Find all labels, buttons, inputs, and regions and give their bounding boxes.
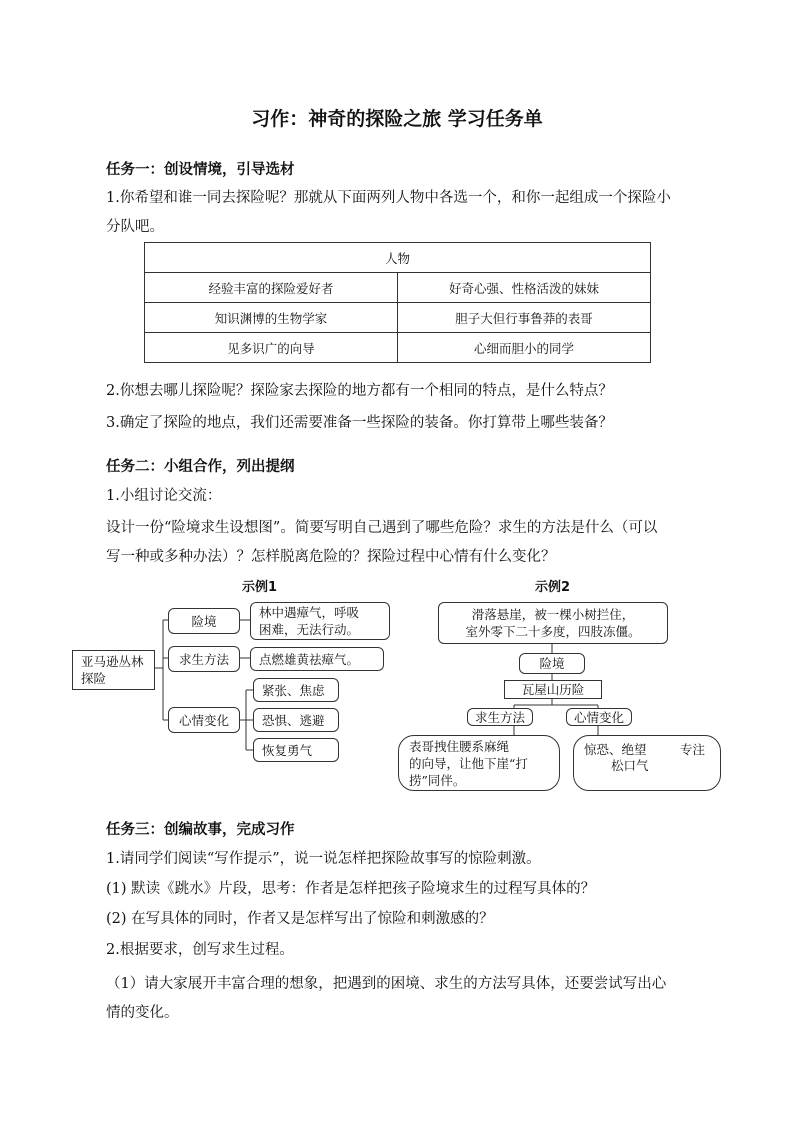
task1-question1-line1: 1.你希望和谁一同去探险呢？那就从下面两列人物中各选一个，和你一起组成一个探险小 <box>106 190 671 206</box>
example1-caption: 示例1 <box>242 580 278 595</box>
task1-question1-line2: 分队吧。 <box>106 219 164 235</box>
example1-method-node: 求生方法 <box>168 646 240 672</box>
task3-item1: 1.请同学们阅读“写作提示”，说一说怎样把探险故事写的惊险刺激。 <box>106 851 541 867</box>
task1-question3: 3.确定了探险的地点，我们还需要准备一些探险的装备。你打算带上哪些装备？ <box>106 415 613 431</box>
example1-danger-node: 险境 <box>168 608 240 634</box>
task3-sub2: (2) 在写具体的同时，作者又是怎样写出了惊险和刺激感的？ <box>106 911 494 927</box>
table-cell: 好奇心强、性格活泼的妹妹 <box>398 273 651 303</box>
table-cell: 经验丰富的探险爱好者 <box>145 273 398 303</box>
example1-danger-detail: 林中遇瘴气，呼吸 困难，无法行动。 <box>250 602 390 640</box>
example2-mood-detail-c: 松口气 <box>611 758 649 773</box>
example2-mood-detail-a: 惊恐、绝望 <box>584 742 647 757</box>
task2-heading: 任务二：小组合作，列出提纲 <box>106 459 295 475</box>
example1-method-detail: 点燃雄黄祛瘴气。 <box>250 647 384 671</box>
table-cell: 心细而胆小的同学 <box>398 333 651 363</box>
task1-question2: 2.你想去哪儿探险呢？探险家去探险的地方都有一个相同的特点，是什么特点？ <box>106 383 613 399</box>
table-cell: 知识渊博的生物学家 <box>145 303 398 333</box>
example2-danger-detail: 滑落悬崖，被一棵小树拦住， 室外零下二十多度，四肢冻僵。 <box>438 602 668 644</box>
table-header: 人物 <box>145 243 651 273</box>
page-title: 习作：神奇的探险之旅 学习任务单 <box>251 108 543 130</box>
example1-mood-node: 心情变化 <box>168 707 240 733</box>
example1-mood-item: 紧张、焦虑 <box>253 678 339 702</box>
example1-mood-item: 恢复勇气 <box>253 738 339 762</box>
example2-caption: 示例2 <box>535 580 571 595</box>
task3-item2: 2.根据要求，创写求生过程。 <box>106 942 294 958</box>
example1-mood-item: 恐惧、逃避 <box>253 708 339 732</box>
example1-root-node: 亚马逊丛林 探险 <box>72 650 155 690</box>
task2-item1: 1.小组讨论交流： <box>106 488 222 504</box>
task3-heading: 任务三：创编故事，完成习作 <box>106 822 295 838</box>
table-cell: 见多识广的向导 <box>145 333 398 363</box>
example2-danger-node: 险境 <box>519 653 585 674</box>
table-cell: 胆子大但行事鲁莽的表哥 <box>398 303 651 333</box>
task2-desc-line2: 写一种或多种办法）？怎样脱离危险的？探险过程中心情有什么变化？ <box>106 549 556 565</box>
task3-requirement-line2: 情的变化。 <box>106 1005 179 1021</box>
task1-heading: 任务一：创设情境，引导选材 <box>106 162 295 178</box>
example2-mood-node: 心情变化 <box>566 708 632 726</box>
example2-mood-detail-b: 专注 <box>680 742 706 757</box>
task3-requirement-line1: （1）请大家展开丰富合理的想象，把遇到的困境、求生的方法写具体，还要尝试写出心 <box>106 976 667 992</box>
task3-sub1: (1) 默读《跳水》片段，思考：作者是怎样把孩子险境求生的过程写具体的？ <box>106 881 596 897</box>
task2-desc-line1: 设计一份“险境求生设想图”。简要写明自己遇到了哪些危险？求生的方法是什么（可以 <box>106 520 658 536</box>
example2-method-node: 求生方法 <box>467 708 533 726</box>
example2-root-node: 瓦屋山历险 <box>504 680 602 699</box>
example2-method-detail: 表哥拽住腰系麻绳 的向导，让他下崖“打 捞”同伴。 <box>398 735 560 791</box>
